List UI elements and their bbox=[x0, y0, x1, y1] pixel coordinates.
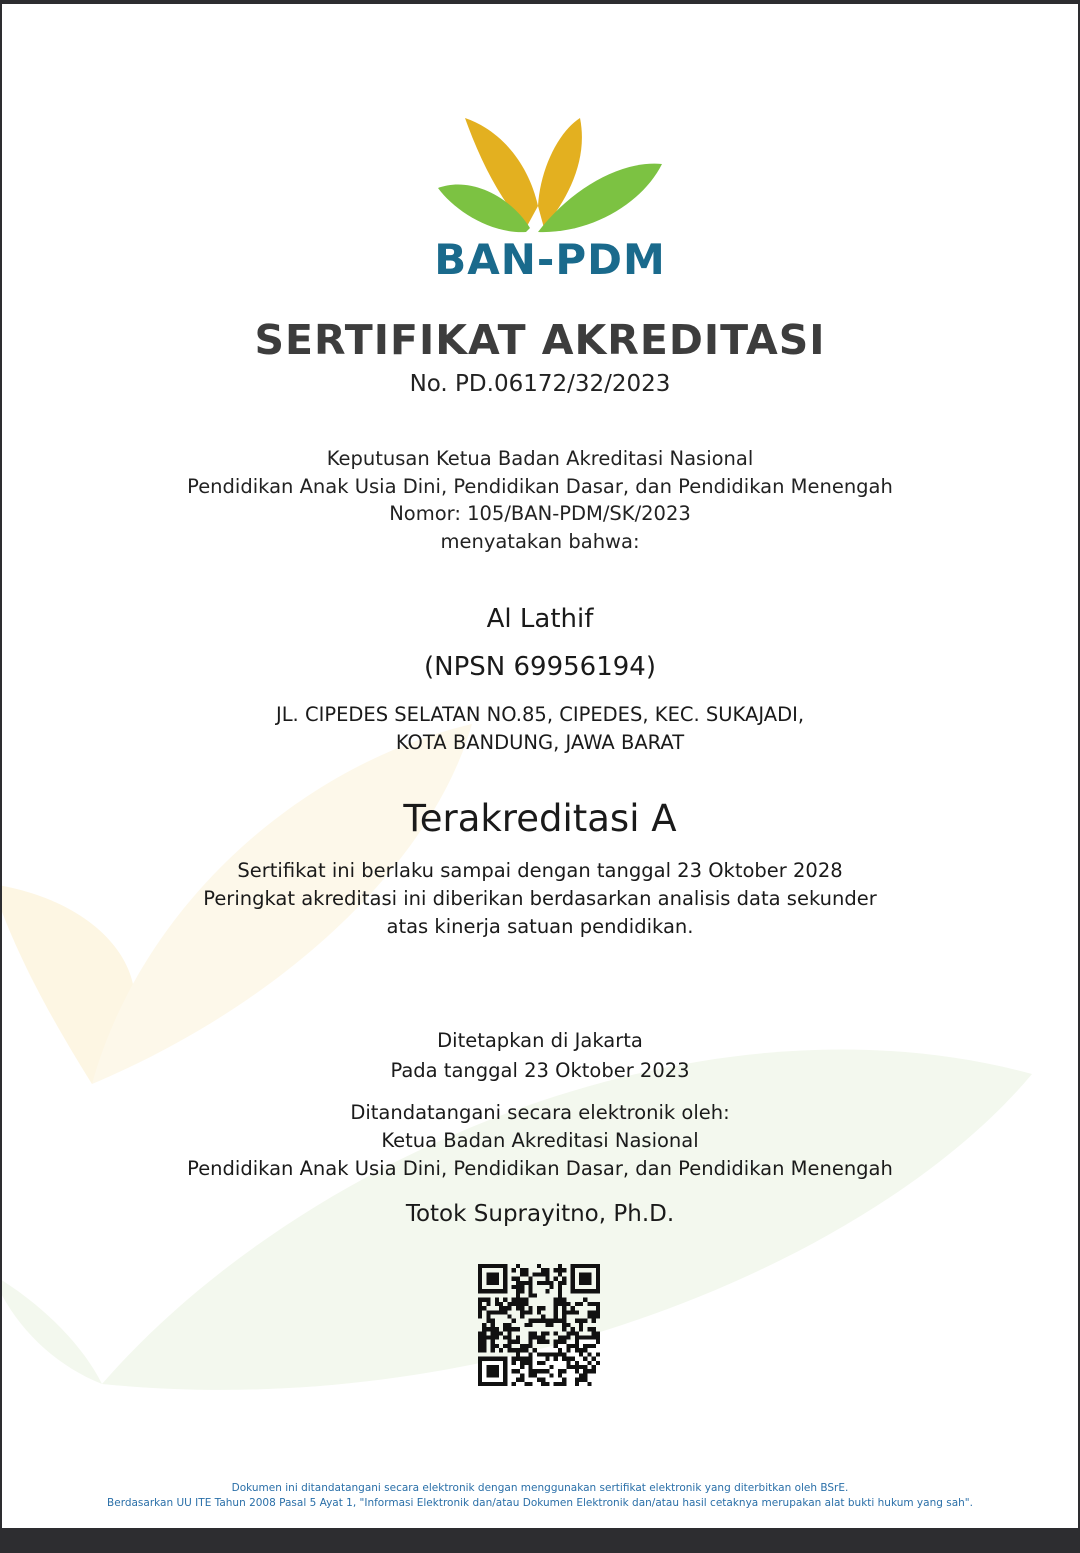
certificate-number: No. PD.06172/32/2023 bbox=[409, 371, 671, 397]
validity-line-2: Peringkat akreditasi ini diberikan berdasarkan analisis data sekunder bbox=[203, 887, 877, 910]
signature-line-2: Ketua Badan Akreditasi Nasional bbox=[381, 1129, 699, 1152]
signature-block bbox=[2, 1099, 1078, 1183]
certificate-page bbox=[2, 4, 1078, 1528]
validity-block bbox=[2, 857, 1078, 941]
decree-block bbox=[2, 445, 1078, 555]
issued-place: Ditetapkan di Jakarta bbox=[437, 1029, 643, 1052]
address-line-2: KOTA BANDUNG, JAWA BARAT bbox=[395, 731, 685, 754]
signer-name: Totok Suprayitno, Ph.D. bbox=[405, 1201, 675, 1227]
school-npsn: (NPSN 69956194) bbox=[424, 652, 656, 682]
accreditation-status: Terakreditasi A bbox=[403, 797, 677, 840]
decree-line-1: Keputusan Ketua Badan Akreditasi Nasional bbox=[326, 447, 754, 470]
certificate-title: SERTIFIKAT AKREDITASI bbox=[254, 316, 826, 364]
school-address bbox=[2, 701, 1078, 757]
footer-line-1: Dokumen ini ditandatangani secara elektronik dengan menggunakan sertifikat elektronik yang diterbitkan oleh BSrE. bbox=[231, 1482, 849, 1494]
footer-line-2: Berdasarkan UU ITE Tahun 2008 Pasal 5 Ayat 1, "Informasi Elektronik dan/atau Dokumen Elektronik dan/atau hasil cetaknya merupakan alat bukti hukum yang sah". bbox=[107, 1497, 973, 1509]
decree-line-3: Nomor: 105/BAN-PDM/SK/2023 bbox=[389, 502, 691, 525]
footer-disclaimer bbox=[2, 1481, 1078, 1511]
address-line-1: JL. CIPEDES SELATAN NO.85, CIPEDES, KEC. SUKAJADI, bbox=[275, 703, 805, 726]
qr-code bbox=[478, 1264, 600, 1386]
signature-line-3: Pendidikan Anak Usia Dini, Pendidikan Dasar, dan Pendidikan Menengah bbox=[187, 1157, 893, 1180]
issued-date: Pada tanggal 23 Oktober 2023 bbox=[390, 1059, 690, 1082]
signature-line-1: Ditandatangani secara elektronik oleh: bbox=[350, 1101, 730, 1124]
validity-line-1: Sertifikat ini berlaku sampai dengan tanggal 23 Oktober 2028 bbox=[237, 859, 843, 882]
validity-line-3: atas kinerja satuan pendidikan. bbox=[386, 915, 694, 938]
decree-line-4: menyatakan bahwa: bbox=[440, 529, 640, 553]
school-name: Al Lathif bbox=[486, 604, 594, 634]
logo-text: BAN-PDM bbox=[434, 235, 666, 284]
decree-line-2: Pendidikan Anak Usia Dini, Pendidikan Dasar, dan Pendidikan Menengah bbox=[187, 474, 893, 498]
issued-block bbox=[2, 1026, 1078, 1086]
